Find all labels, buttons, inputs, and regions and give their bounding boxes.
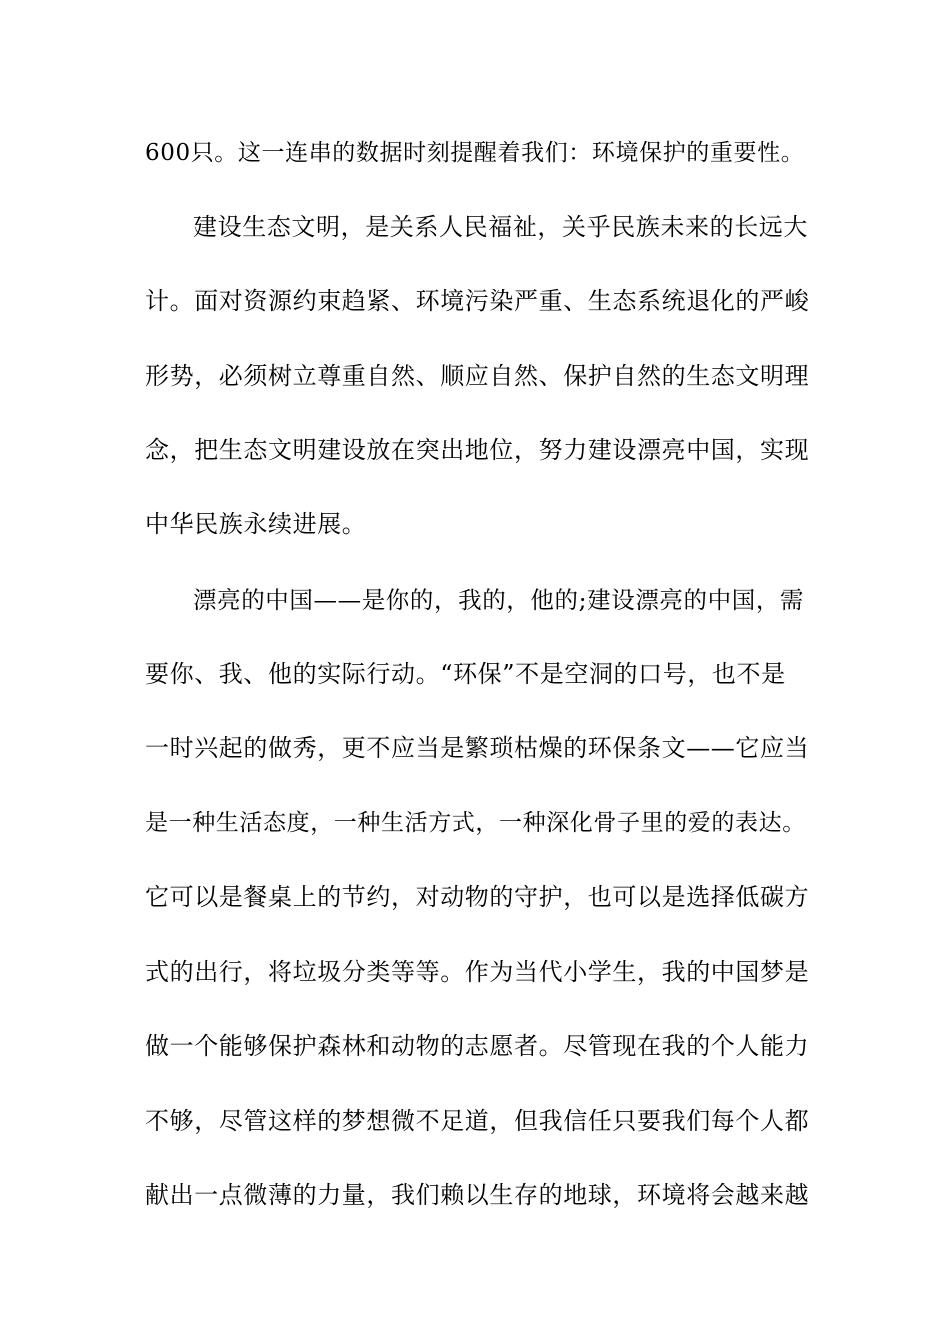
text-line: 要你、我、他的实际行动。“环保”不是空洞的口号，也不是 [145, 660, 786, 688]
text-line: 献出一点微薄的力量，我们赖以生存的地球，环境将会越来越 [145, 1181, 810, 1209]
text-line: 念，把生态文明建设放在突出地位，努力建设漂亮中国，实现 [145, 436, 810, 464]
text-line: 它可以是餐桌上的节约，对动物的守护，也可以是选择低碳方 [145, 883, 810, 911]
text-line: 做一个能够保护森林和动物的志愿者。尽管现在我的个人能力 [145, 1032, 810, 1060]
text-line: 是一种生活态度，一种生活方式，一种深化骨子里的爱的表达。 [145, 810, 806, 836]
text-line: 不够，尽管这样的梦想微不足道，但我信任只要我们每个人都 [145, 1107, 810, 1135]
text-line: 式的出行，将垃圾分类等等。作为当代小学生，我的中国梦是 [145, 958, 810, 986]
paragraph-start-line: 漂亮的中国——是你的，我的，他的;建设漂亮的中国，需 [193, 586, 805, 614]
text-line: 一时兴起的做秀，更不应当是繁琐枯燥的环保条文——它应当 [145, 734, 810, 762]
text-line: 中华民族永续进展。 [145, 510, 367, 538]
text-line: 计。面对资源约束趋紧、环境污染严重、生态系统退化的严峻 [145, 287, 810, 315]
text-line: 形势，必须树立尊重自然、顺应自然、保护自然的生态文明理 [145, 362, 810, 390]
text-line: 600只。这一连串的数据时刻提醒着我们：环境保护的重要性。 [145, 140, 805, 166]
paragraph-start-line: 建设生态文明，是关系人民福祉，关乎民族未来的长远大 [193, 213, 808, 241]
